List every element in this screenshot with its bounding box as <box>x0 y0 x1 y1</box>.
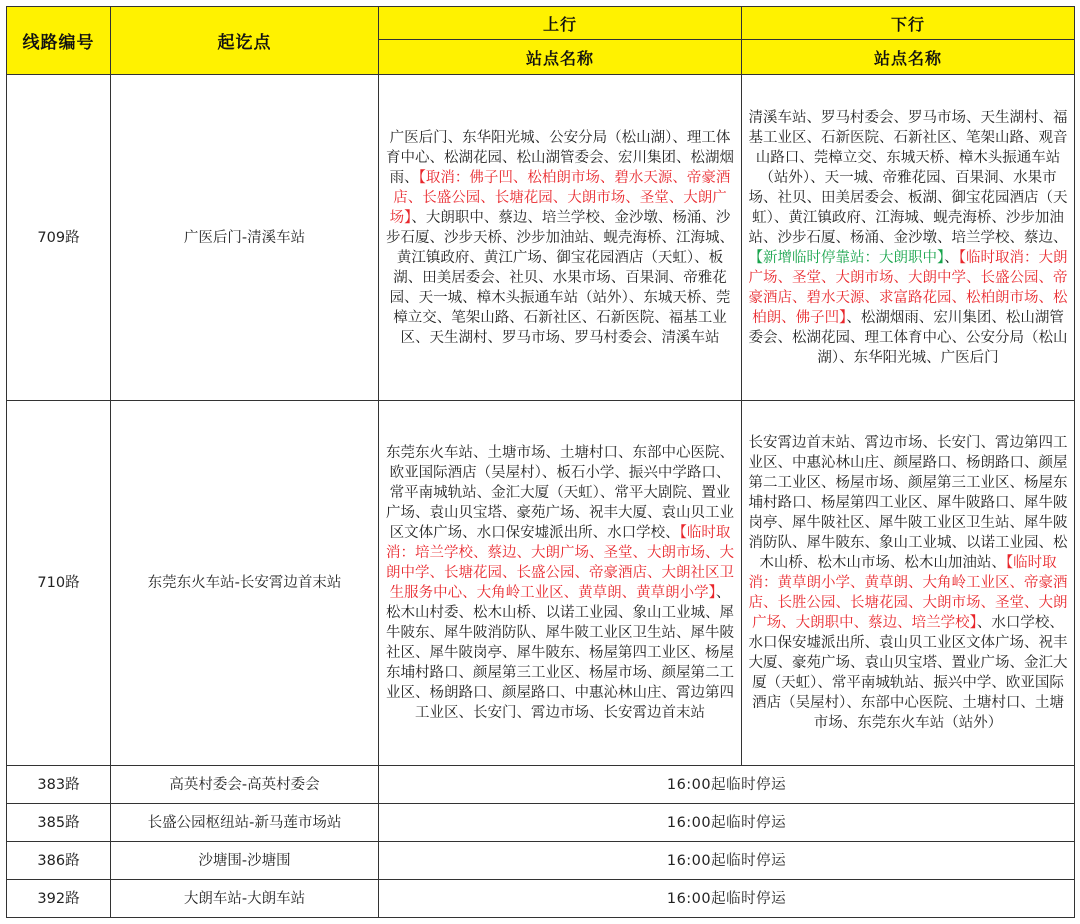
stops-text: 、松木山村委、松木山桥、以诺工业园、象山工业城、犀牛陂东、犀牛陂消防队、犀牛陂工业区卫生站、犀牛陂社区、犀牛陂岗亭、犀牛陂东、杨屋第四工业区、杨屋东埔村路口、颜屋第三工业区、杨屋市场、颜屋第二工业区、杨朗路口、颜屋路口、中惠沁林山庄、霄边第四工业区、长安门、霄边市场、长安霄边首末站 <box>386 585 734 721</box>
down-stops <box>742 75 1075 401</box>
header-row-top <box>7 7 1075 40</box>
route-number: 392路 <box>7 880 111 918</box>
added-stop: 【新增临时停靠站：大朗职中】 <box>748 249 945 266</box>
route-number: 386路 <box>7 842 111 880</box>
up-stops <box>379 75 742 401</box>
stops-text: 、大朗职中、蔡边、培兰学校、金沙墩、杨涌、沙步石厦、沙步天桥、沙步加油站、蚬壳海桥、江海城、黄江镇政府、黄江广场、御宝花园酒店（天虹）、板湖、田美居委会、社贝、水果市场、百果洞、帝雅花园、天一城、樟木头振通车站（站外）、东城天桥、莞樟立交、笔架山路、石新社区、石新医院、福基工业区、天生湖村、罗马市场、罗马村委会、清溪车站 <box>386 209 734 346</box>
table-row <box>7 401 1075 766</box>
table-row <box>7 766 1075 804</box>
route-number: 710路 <box>7 401 111 766</box>
header-up: 上行 <box>379 7 742 40</box>
stops-text: 、松湖烟雨、宏川集团、松山湖管委会、松湖花园、理工体育中心、公安分局（松山湖）、东华阳光城、广医后门 <box>748 309 1068 366</box>
header-endpoints: 起讫点 <box>111 7 379 75</box>
route-endpoints: 广医后门-清溪车站 <box>111 75 379 401</box>
stops-text: 、 <box>944 249 959 266</box>
route-endpoints: 大朗车站-大朗车站 <box>111 880 379 918</box>
route-number: 385路 <box>7 804 111 842</box>
up-stops <box>379 401 742 766</box>
stops-text: 长安霄边首末站、霄边市场、长安门、霄边第四工业区、中惠沁林山庄、颜屋路口、杨朗路口、颜屋第二工业区、杨屋市场、颜屋第三工业区、杨屋东埔村路口、杨屋第四工业区、犀牛陂路口、犀牛陂岗亭、犀牛陂社区、犀牛陂工业区卫生站、犀牛陂消防队、犀牛陂东、象山工业城、以诺工业园、松木山桥、松木山市场、松木山加油站、 <box>748 435 1068 571</box>
stops-text: 清溪车站、罗马村委会、罗马市场、天生湖村、福基工业区、石新医院、石新社区、笔架山路、观音山路口、莞樟立交、东城天桥、樟木头振通车站（站外）、天一城、帝雅花园、百果洞、水果市场、社贝、田美居委会、板湖、御宝花园酒店（天虹）、黄江镇政府、江海城、蚬壳海桥、沙步加油站、沙步石厦、杨涌、金沙墩、培兰学校、蔡边、 <box>748 109 1068 246</box>
suspension-notice: 16:00起临时停运 <box>379 842 1075 880</box>
stops-text: 、水口学校、水口保安墟派出所、袁山贝工业区文体广场、祝丰大厦、豪苑广场、袁山贝宝塔、置业广场、金汇大厦（天虹）、常平南城轨站、振兴中学、欧亚国际酒店（吴屋村）、东部中心医院、土塘村口、土塘市场、东莞东火车站（站外） <box>748 615 1068 731</box>
header-route-no: 线路编号 <box>7 7 111 75</box>
route-endpoints: 东莞东火车站-长安霄边首末站 <box>111 401 379 766</box>
stops-text: 东莞东火车站、土塘市场、土塘村口、东部中心医院、欧亚国际酒店（吴屋村）、板石小学、振兴中学路口、常平南城轨站、金汇大厦（天虹）、常平大剧院、置业广场、袁山贝宝塔、豪苑广场、祝丰大厦、袁山贝工业区文体广场、水口保安墟派出所、水口学校、 <box>386 445 734 541</box>
header-down: 下行 <box>742 7 1075 40</box>
table-row <box>7 842 1075 880</box>
stops-text: 广医后门、东华阳光城、公安分局（松山湖）、理工体育中心、松湖花园、松山湖管委会、宏川集团、松湖烟雨、 <box>386 129 734 186</box>
route-endpoints: 长盛公园枢纽站-新马莲市场站 <box>111 804 379 842</box>
table-row <box>7 75 1075 401</box>
suspension-notice: 16:00起临时停运 <box>379 880 1075 918</box>
header-stop-name-up: 站点名称 <box>379 40 742 75</box>
route-number: 709路 <box>7 75 111 401</box>
down-stops <box>742 401 1075 766</box>
table-row <box>7 880 1075 918</box>
cancelled-stops: 【临时取消：培兰学校、蔡边、大朗广场、圣堂、大朗市场、大朗中学、长塘花园、长盛公园、帝豪酒店、大朗社区卫生服务中心、大角岭工业区、黄草朗、黄草朗小学】 <box>386 525 734 601</box>
header-stop-name-down: 站点名称 <box>742 40 1075 75</box>
route-number: 383路 <box>7 766 111 804</box>
table-row <box>7 804 1075 842</box>
suspension-notice: 16:00起临时停运 <box>379 804 1075 842</box>
route-endpoints: 高英村委会-高英村委会 <box>111 766 379 804</box>
cancelled-stops: 【取消：佛子凹、松柏朗市场、碧水天源、帝豪酒店、长盛公园、长塘花园、大朗市场、圣堂、大朗广场】 <box>389 169 731 226</box>
suspension-notice: 16:00起临时停运 <box>379 766 1075 804</box>
bus-route-table <box>6 6 1075 918</box>
cancelled-stops: 【临时取消：黄草朗小学、黄草朗、大角岭工业区、帝豪酒店、长胜公园、长塘花园、大朗市场、圣堂、大朗广场、大朗职中、蔡边、培兰学校】 <box>748 555 1068 631</box>
route-endpoints: 沙塘围-沙塘围 <box>111 842 379 880</box>
cancelled-stops: 【临时取消：大朗广场、圣堂、大朗市场、大朗中学、长盛公园、帝豪酒店、碧水天源、求富路花园、松柏朗市场、松柏朗、佛子凹】 <box>748 249 1068 326</box>
